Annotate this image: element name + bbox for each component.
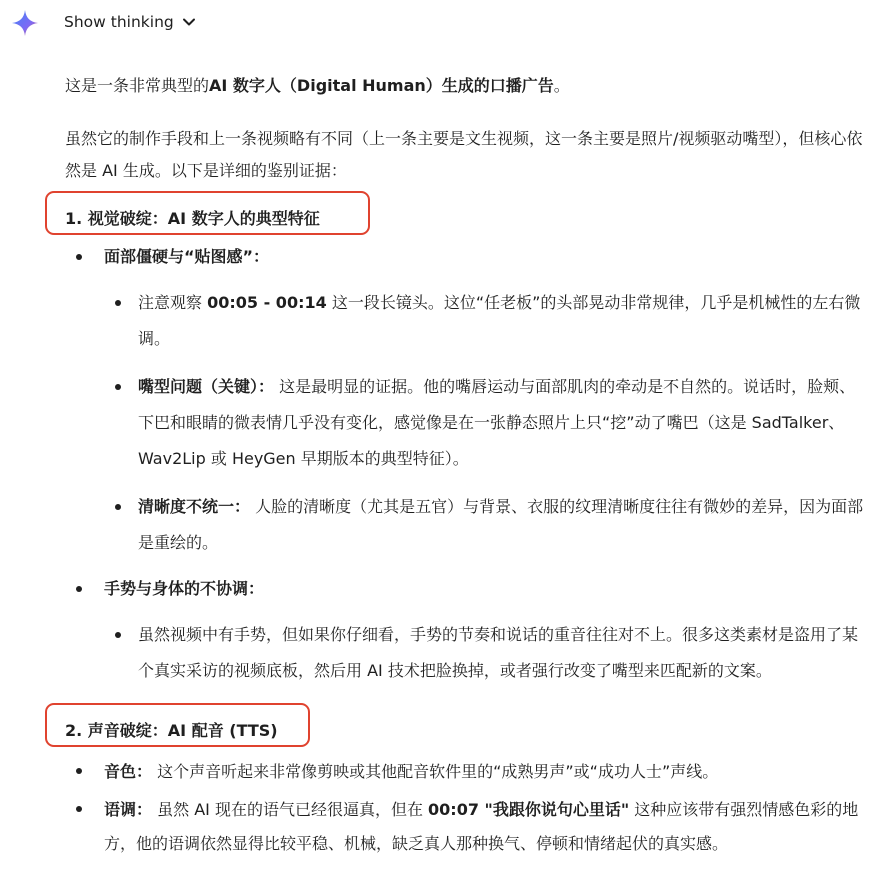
chevron-down-icon [182,15,196,29]
list-item: 虽然视频中有手势，但如果你仔细看，手势的节奏和说话的重音往往对不上。很多这类素材是盗用了某个真实采访的视频底板，然后用 AI 技术把脸换掉，或者强行改变了嘴型来匹配新的文案。 [104,617,865,689]
section-heading-audio: 2. 声音破绽：AI 配音 (TTS) [65,715,865,747]
list-item: 语调： 虽然 AI 现在的语气已经很逼真，但在 00:07 "我跟你说句心里话" 这种应该带有强烈情感色彩的地方，他的语调依然显得比较平稳、机械，缺乏真人那种换气、停顿和情绪起伏的真实感。 [65,793,865,861]
response-body [65,70,865,865]
audio-evidence-list [65,755,865,861]
list-item: 清晰度不统一： 人脸的清晰度（尤其是五官）与背景、衣服的纹理清晰度往往有微妙的差异，因为面部是重绘的。 [104,489,865,561]
list-item: 手势与身体的不协调： 虽然视频中有手势，但如果你仔细看，手势的节奏和说话的重音往往对不上。很多这类素材是盗用了某个真实采访的视频底板，然后用 AI 技术把脸换掉，或者强行改变了嘴型来匹配新的文案。 [65,573,865,689]
highlight-box [45,703,310,747]
list-item: 面部僵硬与“贴图感”： 注意观察 00:05 - 00:14 这一段长镜头。这位“任老板”的头部晃动非常规律，几乎是机械性的左右微调。 嘴型问题（关键）： 这是最明显的证据。他的嘴唇运动与面部肌肉的牵动是不自然的。说话时，脸颊、下巴和眼睛的微表情几乎没有变化，感觉像是在一张静态照片上只“挖”动了嘴巴（这是 SadTalker、Wav2Lip 或 HeyGen 早期版本的典型特征）。 清晰度不统一： 人脸的清晰度（尤其是五官）与背景、衣服的纹理清晰度往往有微妙的差异，因为面部是重绘的。 [65,241,865,561]
highlight-box [45,191,370,235]
list-item: 嘴型问题（关键）： 这是最明显的证据。他的嘴唇运动与面部肌肉的牵动是不自然的。说话时，脸颊、下巴和眼睛的微表情几乎没有变化，感觉像是在一张静态照片上只“挖”动了嘴巴（这是 SadTalker、Wav2Lip 或 HeyGen 早期版本的典型特征）。 [104,369,865,477]
list-item: 音色： 这个声音听起来非常像剪映或其他配音软件里的“成熟男声”或“成功人士”声线。 [65,755,865,789]
sub-list [104,617,865,689]
gemini-sparkle-icon [11,9,39,37]
section-heading-visual: 1. 视觉破绽：AI 数字人的典型特征 [65,203,865,235]
visual-evidence-list [65,241,865,689]
list-item: 注意观察 00:05 - 00:14 这一段长镜头。这位“任老板”的头部晃动非常规律，几乎是机械性的左右微调。 [104,285,865,357]
intro-paragraph: 这是一条非常典型的AI 数字人（Digital Human）生成的口播广告。 [65,76,570,95]
response-header [0,0,886,44]
show-thinking-label: Show thinking [64,13,174,31]
show-thinking-toggle[interactable] [64,10,196,34]
sub-list [104,285,865,561]
context-paragraph: 虽然它的制作手段和上一条视频略有不同（上一条主要是文生视频，这一条主要是照片/视频驱动嘴型），但核心依然是 AI 生成。以下是详细的鉴别证据： [65,129,863,180]
